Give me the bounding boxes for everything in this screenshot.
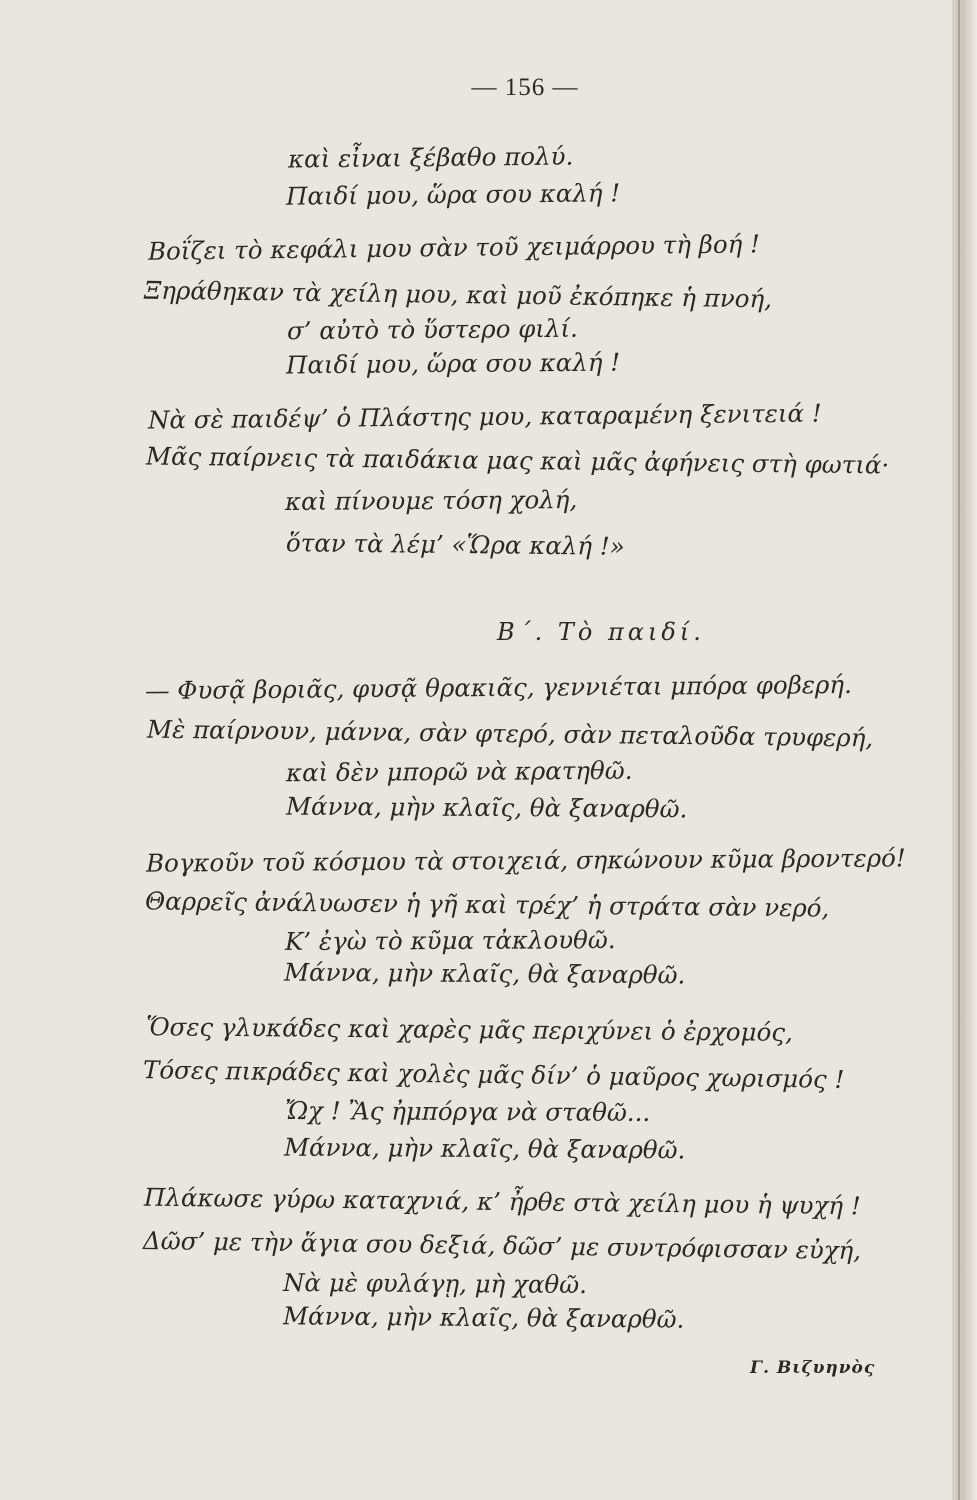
poem-line: Βογκοῦν τοῦ κόσμου τὰ στοιχειά, σηκώνουν κῦμα βροντερό! [145,843,906,878]
poem-line: Μὲ παίρνουν, μάννα, σὰν φτερό, σὰν πεταλοῦδα τρυφερή, [146,714,874,753]
poem-line: Νὰ μὲ φυλάγῃ, μὴ χαθῶ. [282,1267,588,1300]
poem-line: Μάννα, μὴν κλαῖς, θὰ ξαναρθῶ. [285,791,688,824]
page-number: — 156 — [471,74,579,101]
poem-line: Θαρρεῖς ἀνάλυωσεν ἡ γῆ καὶ τρέχ’ ἡ στράτα σὰν νερό, [144,886,830,923]
poem-line: Μάννα, μὴν κλαῖς, θὰ ξαναρθῶ. [283,957,686,990]
page-edge-shadow [958,0,960,1500]
page-edge [952,0,977,1500]
section-title: Β΄. Τὸ παιδί. [497,618,705,646]
poem-line: Βοΐζει τὸ κεφάλι μου σὰν τοῦ χειμάρρου τὴ βοή ! [147,229,761,266]
poem-line: καὶ εἶναι ξέβαθο πολύ. [287,141,574,174]
poem-line: καὶ πίνουμε τόση χολή, [284,484,578,517]
poem-line: Ὅσες γλυκάδες καὶ χαρὲς μᾶς περιχύνει ὁ ἐρχομός, [145,1012,793,1047]
author-signature: Γ. Βιζυηνὸς [750,1358,876,1378]
poem-line: Παιδί μου, ὥρα σου καλή ! [285,178,621,211]
poem-line: ὅταν τὰ λέμ’ «Ὥρα καλή !» [285,528,625,561]
poem-line: Πλάκωσε γύρω καταχνιά, κ’ ἦρθε στὰ χείλη μου ἡ ψυχή ! [143,1182,861,1221]
poem-line: — Φυσᾷ βοριᾶς, φυσᾷ θρακιᾶς, γεννιέται μπόρα φοβερή. [144,669,852,706]
poem-line: σ’ αὐτὸ τὸ ὕστερο φιλί. [286,313,578,346]
poem-line: Μάννα, μὴν κλαῖς, θὰ ξαναρθῶ. [282,1301,685,1334]
poem-line: Παιδί μου, ὥρα σου καλή ! [285,347,621,380]
poem-line: καὶ δὲν μπορῶ νὰ κρατηθῶ. [285,755,633,788]
poem-line: Ὤχ ! Ἂς ἠμπόργα νὰ σταθῶ... [284,1096,651,1127]
poem-line: Δῶσ’ με τὴν ἅγια σου δεξιά, δῶσ’ με συντρόφισσαν εὐχή, [142,1225,862,1266]
poem-line: Τόσες πικράδες καὶ χολὲς μᾶς δίν’ ὁ μαῦρος χωρισμός ! [142,1055,845,1094]
poem-line: Κ’ ἐγὼ τὸ κῦμα τἀκλουθῶ. [284,925,616,956]
poem-line: Νὰ σὲ παιδέψ’ ὁ Πλάστης μου, καταραμένη ξενιτειά ! [147,398,822,435]
poem-line: Ξηράθηκαν τὰ χείλη μου, καὶ μοῦ ἐκόπηκε ἡ πνοή, [143,275,773,314]
poem-line: Μάννα, μὴν κλαῖς, θὰ ξαναρθῶ. [283,1132,686,1165]
poem-line: Μᾶς παίρνεις τὰ παιδάκια μας καὶ μᾶς ἀφήνεις στὴ φωτιά· [145,441,890,480]
